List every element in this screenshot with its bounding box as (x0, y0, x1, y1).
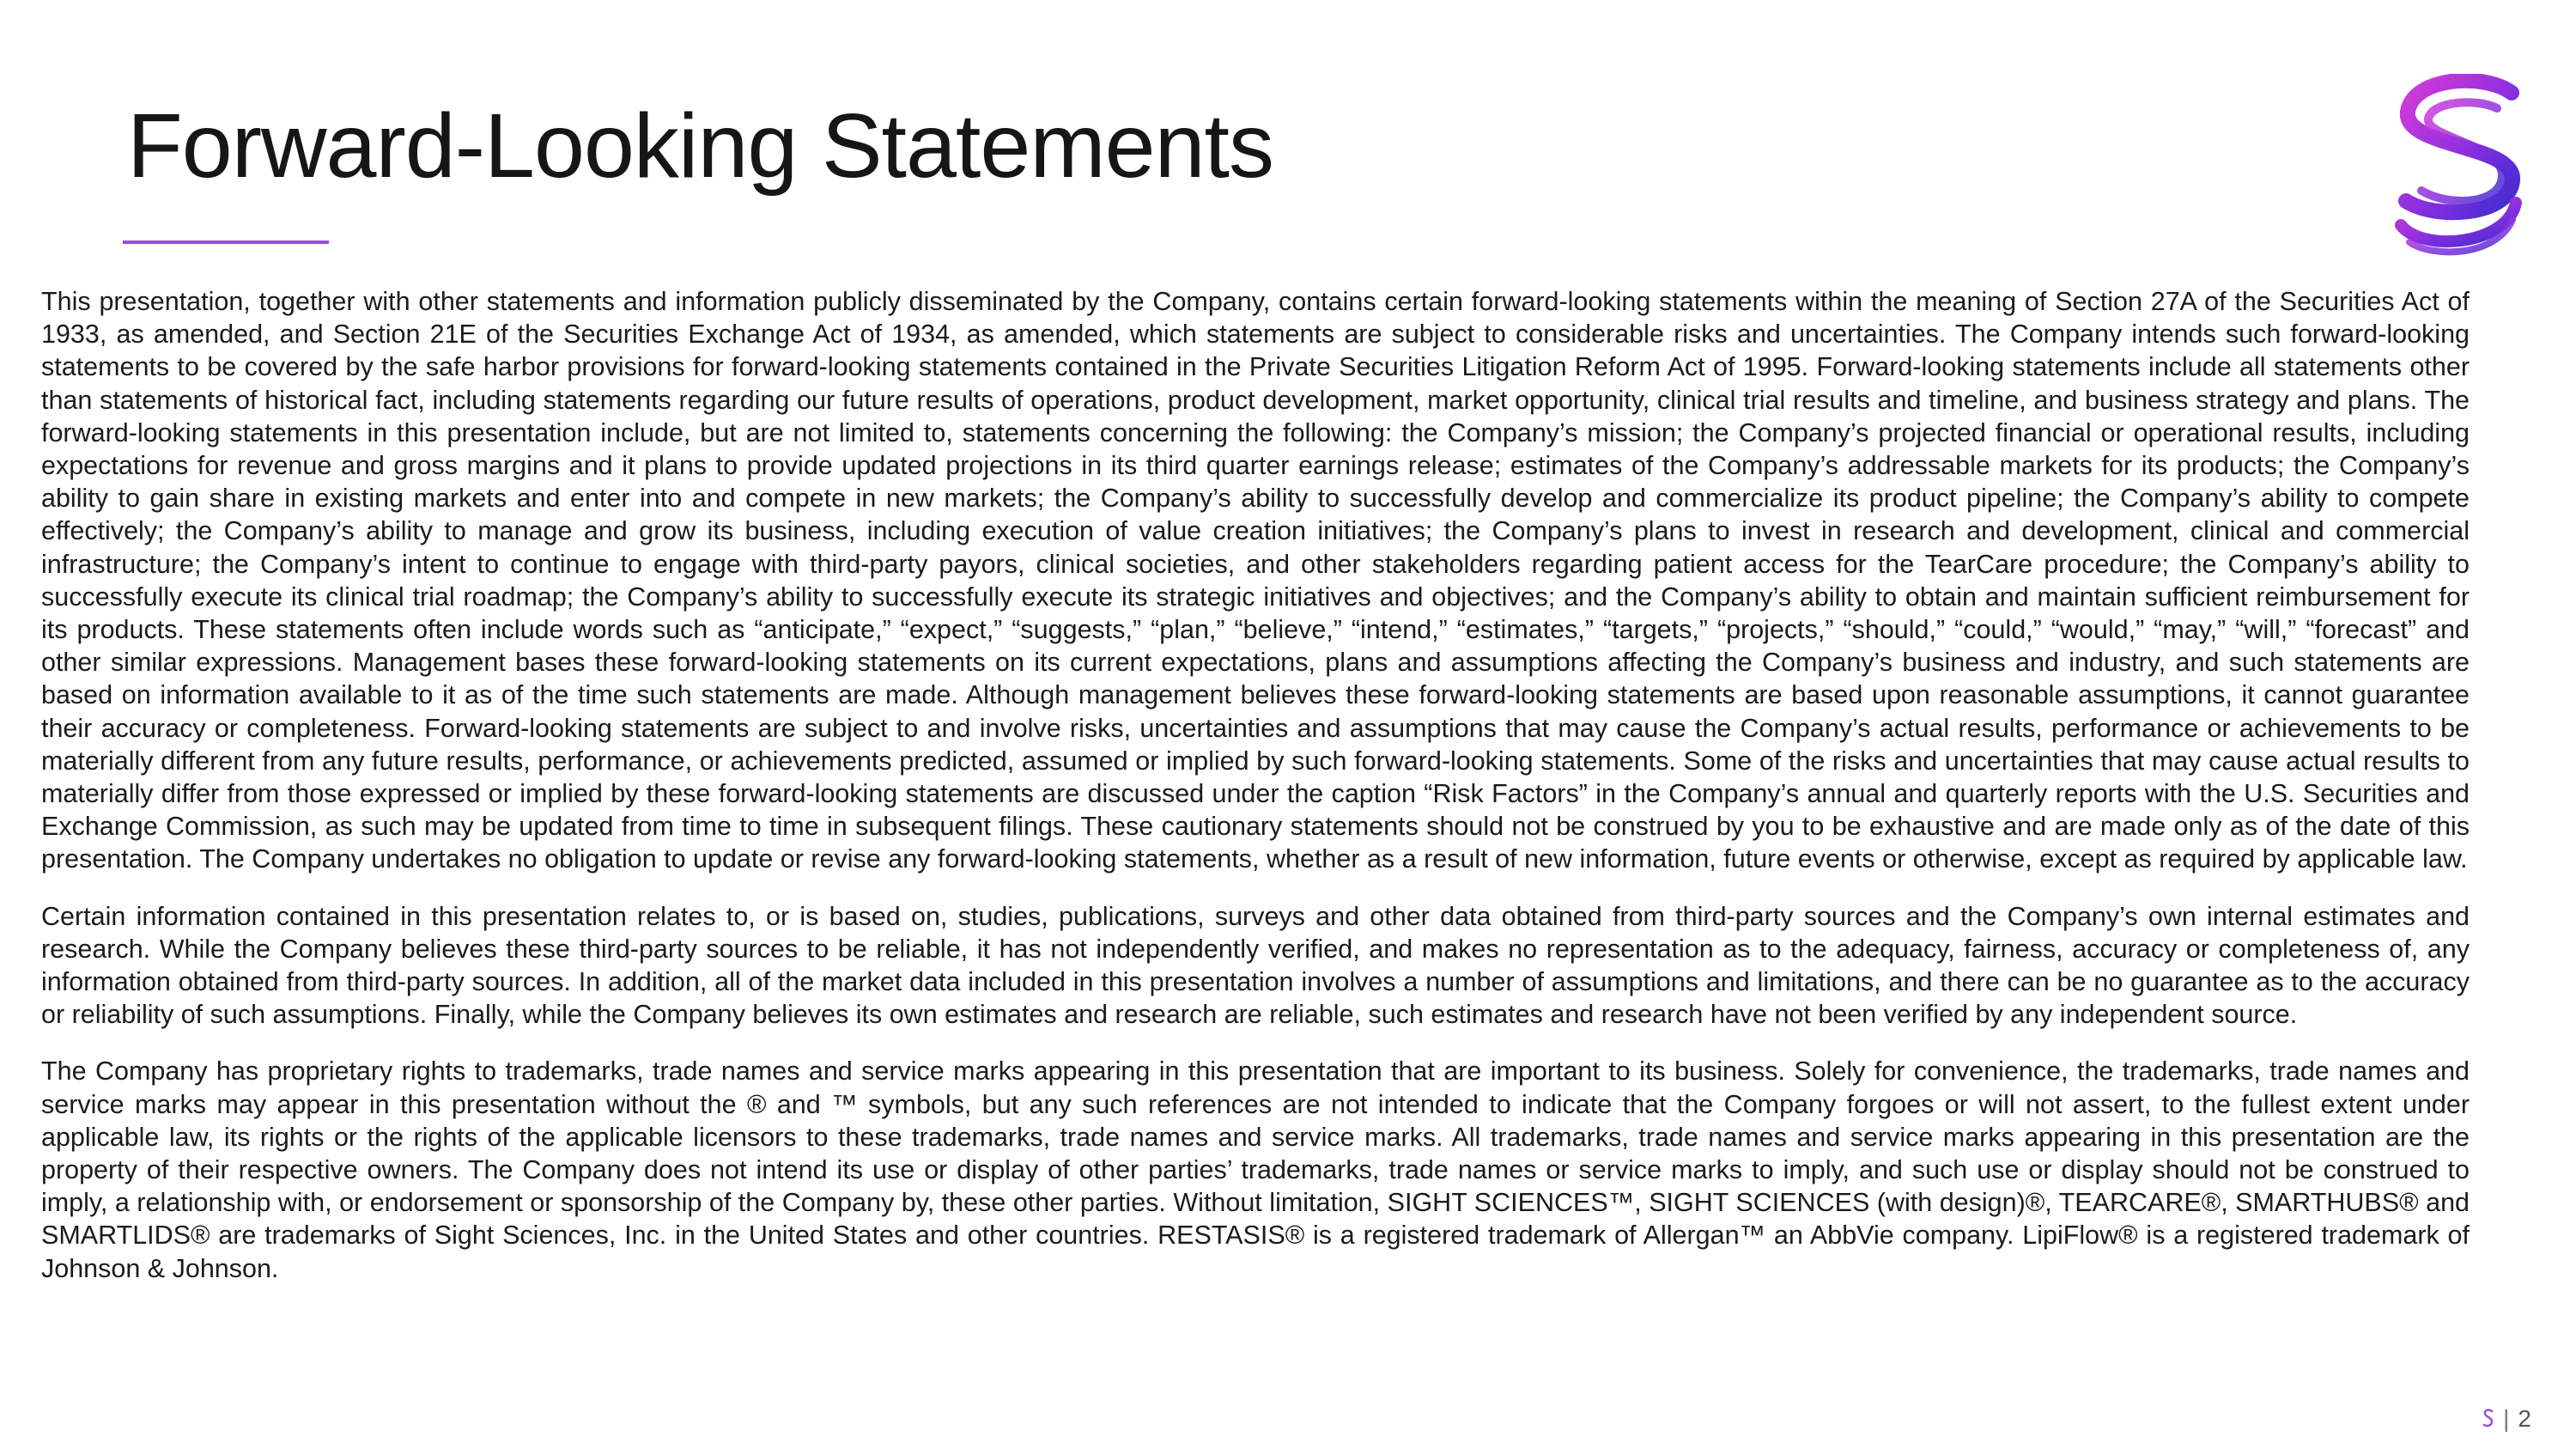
forward-looking-paragraph: This presentation, together with other statements and information publicly disseminated by the Company, contains certain forward-looking statements within the meaning of Section 27A of the Securities Act of 1933, as amended, and Section 21E of the Securities Exchange Act of 1934, as amended, which statements are subject to considerable risks and uncertainties. The Company intends such forward-looking statements to be covered by the safe harbor provisions for forward-looking statements contained in the Private Securities Litigation Reform Act of 1995. Forward-looking statements include all statements other than statements of historical fact, including statements regarding our future results of operations, product development, market opportunity, clinical trial results and timeline, and business strategy and plans. The forward-looking statements in this presentation include, but are not limited to, statements concerning the following: the Company’s mission; the Company’s projected financial or operational results, including expectations for revenue and gross margins and it plans to provide updated projections in its third quarter earnings release; estimates of the Company’s addressable markets for its products; the Company’s ability to gain share in existing markets and enter into and compete in new markets; the Company’s ability to successfully develop and commercialize its product pipeline; the Company’s ability to compete effectively; the Company’s ability to manage and grow its business, including execution of value creation initiatives; the Company’s plans to invest in research and development, clinical and commercial infrastructure; the Company’s intent to continue to engage with third-party payors, clinical societies, and other stakeholders regarding patient access for the TearCare procedure; the Company’s ability to successfully execute its clinical trial roadmap; the Company’s ability to successfully execute its strategic initiatives and objectives; and the Company’s ability to obtain and maintain sufficient reimbursement for its products. These statements often include words such as “anticipate,” “expect,” “suggests,” “plan,” “believe,” “intend,” “estimates,” “targets,” “projects,” “should,” “could,” “would,” “may,” “will,” “forecast” and other similar expressions. Management bases these forward-looking statements on its current expectations, plans and assumptions affecting the Company’s business and industry, and such statements are based on information available to it as of the time such statements are made. Although management believes these forward-looking statements are based upon reasonable assumptions, it cannot guarantee their accuracy or completeness. Forward-looking statements are subject to and involve risks, uncertainties and assumptions that may cause the Company’s actual results, performance or achievements to be materially different from any future results, performance, or achievements predicted, assumed or implied by such forward-looking statements. Some of the risks and uncertainties that may cause actual results to materially differ from those expressed or implied by these forward-looking statements are discussed under the caption “Risk Factors” in the Company’s annual and quarterly reports with the U.S. Securities and Exchange Commission, as such may be updated from time to time in subsequent filings. These cautionary statements should not be construed by you to be exhaustive and are made only as of the date of this presentation. The Company undertakes no obligation to update or revise any forward-looking statements, whether as a result of new information, future events or otherwise, except as required by applicable law. (41, 287, 2470, 874)
page-number: 2 (2518, 1405, 2531, 1432)
title-underline (123, 240, 329, 244)
mini-logo-icon (2482, 1409, 2494, 1429)
page-separator: | (2503, 1405, 2510, 1432)
sight-sciences-logo-icon (2387, 74, 2533, 263)
page-number-footer (2482, 1402, 2531, 1436)
third-party-data-paragraph: Certain information contained in this presentation relates to, or is based on, studies, publications, surveys and other data obtained from third-party sources and the Company’s own internal estimates and research. While the Company believes these third-party sources to be reliable, it has not independently verified, and makes no representation as to the adequacy, fairness, accuracy or completeness of, any information obtained from third-party sources. In addition, all of the market data included in this presentation involves a number of assumptions and limitations, and there can be no guarantee as to the accuracy or reliability of such assumptions. Finally, while the Company believes its own estimates and research are reliable, such estimates and research have not been verified by any independent source. (41, 901, 2470, 1030)
trademarks-paragraph: The Company has proprietary rights to trademarks, trade names and service marks appearing in this presentation that are important to its business. Solely for convenience, the trademarks, trade names and service marks may appear in this presentation without the ® and ™ symbols, but any such references are not intended to indicate that the Company forgoes or will not assert, to the fullest extent under applicable law, its rights or the rights of the applicable licensors to these trademarks, trade names and service marks. All trademarks, trade names and service marks appearing in this presentation are the property of their respective owners. The Company does not intend its use or display of other parties’ trademarks, trade names or service marks to imply, and such use or display should not be construed to imply, a relationship with, or endorsement or sponsorship of the Company by, these other parties. Without limitation, SIGHT SCIENCES™, SIGHT SCIENCES (with design)®, TEARCARE®, SMARTHUBS® and SMARTLIDS® are trademarks of Sight Sciences, Inc. in the United States and other countries. RESTASIS® is a registered trademark of Allergan™ an AbbVie company. LipiFlow® is a registered trademark of Johnson & Johnson. (41, 1056, 2470, 1283)
disclaimer-body (41, 285, 2470, 1309)
page-title: Forward-Looking Statements (127, 95, 1273, 197)
